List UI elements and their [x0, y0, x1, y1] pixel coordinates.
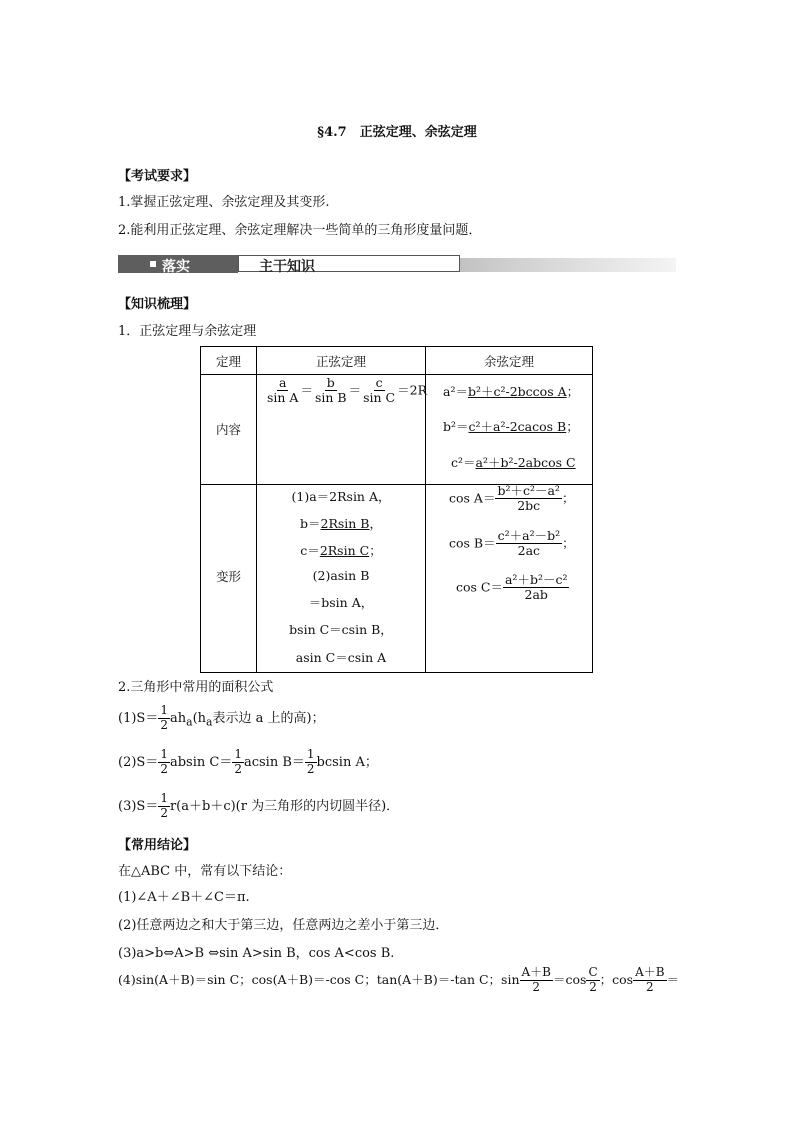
- exam-requirement-item: 2.能利用正弦定理、余弦定理解决一些简单的三角形度量问题．: [118, 223, 482, 238]
- cosine-law-a: a²＝b²＋c²-2bccos A；: [443, 384, 580, 399]
- sine-variant-line: bsin C＝csin B，: [289, 622, 393, 637]
- exam-requirements-heading: 【考试要求】: [118, 169, 197, 184]
- bullet-square-icon: [150, 261, 156, 267]
- conclusions-heading: 【常用结论】: [118, 838, 197, 853]
- area-formula-2: (2)S＝ $\frac{1}{2}$ absin C＝ $\frac{1}{2}$ acsin B＝ $\frac{1}{2}$ bcsin A；: [118, 747, 378, 776]
- sine-variant-line: c＝2Rsin C；: [300, 543, 382, 558]
- knowledge-item-1: 1．正弦定理与余弦定理: [118, 324, 257, 339]
- sine-variant-line: b＝2Rsin B，: [299, 516, 383, 531]
- sine-variant-line: asin C＝csin A: [295, 650, 387, 665]
- conclusion-item: (1)∠A＋∠B＋∠C＝π.: [118, 890, 250, 905]
- knowledge-heading: 【知识梳理】: [118, 297, 197, 312]
- row-label-content: 内容: [215, 422, 241, 437]
- cosine-variant-c: cos C＝ $\frac{\text{a²＋b²－c²}}{2ab}$: [456, 572, 568, 603]
- conclusion-item: (3)a>b⇔A>B ⇔sin A>sin B，cos A<cos B.: [118, 946, 395, 961]
- row-label-variants: 变形: [215, 569, 241, 584]
- table-header-cosine: 余弦定理: [483, 354, 534, 369]
- area-formula-3: (3)S＝ $\frac{1}{2}$ r(a＋b＋c)(r 为三角形的内切圆半径)．: [118, 791, 400, 820]
- exam-requirement-item: 1.掌握正弦定理、余弦定理及其变形.: [118, 195, 330, 210]
- conclusion-item: (2)任意两边之和大于第三边，任意两边之差小于第三边．: [118, 918, 449, 933]
- page-title: §4.7 正弦定理、余弦定理: [317, 125, 477, 140]
- conclusions-intro: 在△ABC 中，常有以下结论：: [118, 864, 292, 879]
- sine-variant-line: (2)asin B: [312, 568, 370, 583]
- banner-right-label: 主干知识: [259, 259, 315, 275]
- conclusion-item-4: (4)sin(A＋B)＝sin C；cos(A＋B)＝-cos C；tan(A＋B)＝-tan C；sin $\frac{A+B}{2}$ ＝cos $\frac{C}{2}$ ；cos $\frac{A+B}{2}$ ＝: [118, 965, 680, 994]
- section-banner: [118, 255, 676, 275]
- table-header-theorem: 定理: [215, 354, 241, 369]
- banner-left-label: 落实: [162, 259, 190, 275]
- knowledge-item-2: 2.三角形中常用的面积公式: [118, 680, 274, 695]
- cosine-variant-a: cos A＝ $\frac{\text{b²＋c²－a²}}{2bc}$ ；: [449, 483, 575, 514]
- sine-variant-line: (1)a＝2Rsin A，: [291, 489, 391, 504]
- cosine-variant-b: cos B＝ $\frac{\text{c²＋a²－b²}}{2ac}$ ；: [449, 528, 575, 559]
- cosine-law-c: c²＝a²＋b²-2abcos C: [451, 455, 576, 470]
- sine-law-formula: $\frac{a}{\text{sin A}}$ ＝ $\frac{b}{\text{sin B}}$ ＝ $\frac{c}{\text{sin C}}$ ＝2R: [267, 375, 428, 406]
- theorem-table: [200, 346, 593, 673]
- cosine-law-b: b²＝c²＋a²-2cacos B；: [443, 419, 579, 434]
- sine-variant-line: ＝bsin A，: [308, 595, 374, 610]
- table-header-sine: 正弦定理: [315, 354, 366, 369]
- area-formula-1: (1)S＝ $\frac{1}{2}$ $ah_a(h_a$表示边 a 上的高)；: [118, 703, 325, 732]
